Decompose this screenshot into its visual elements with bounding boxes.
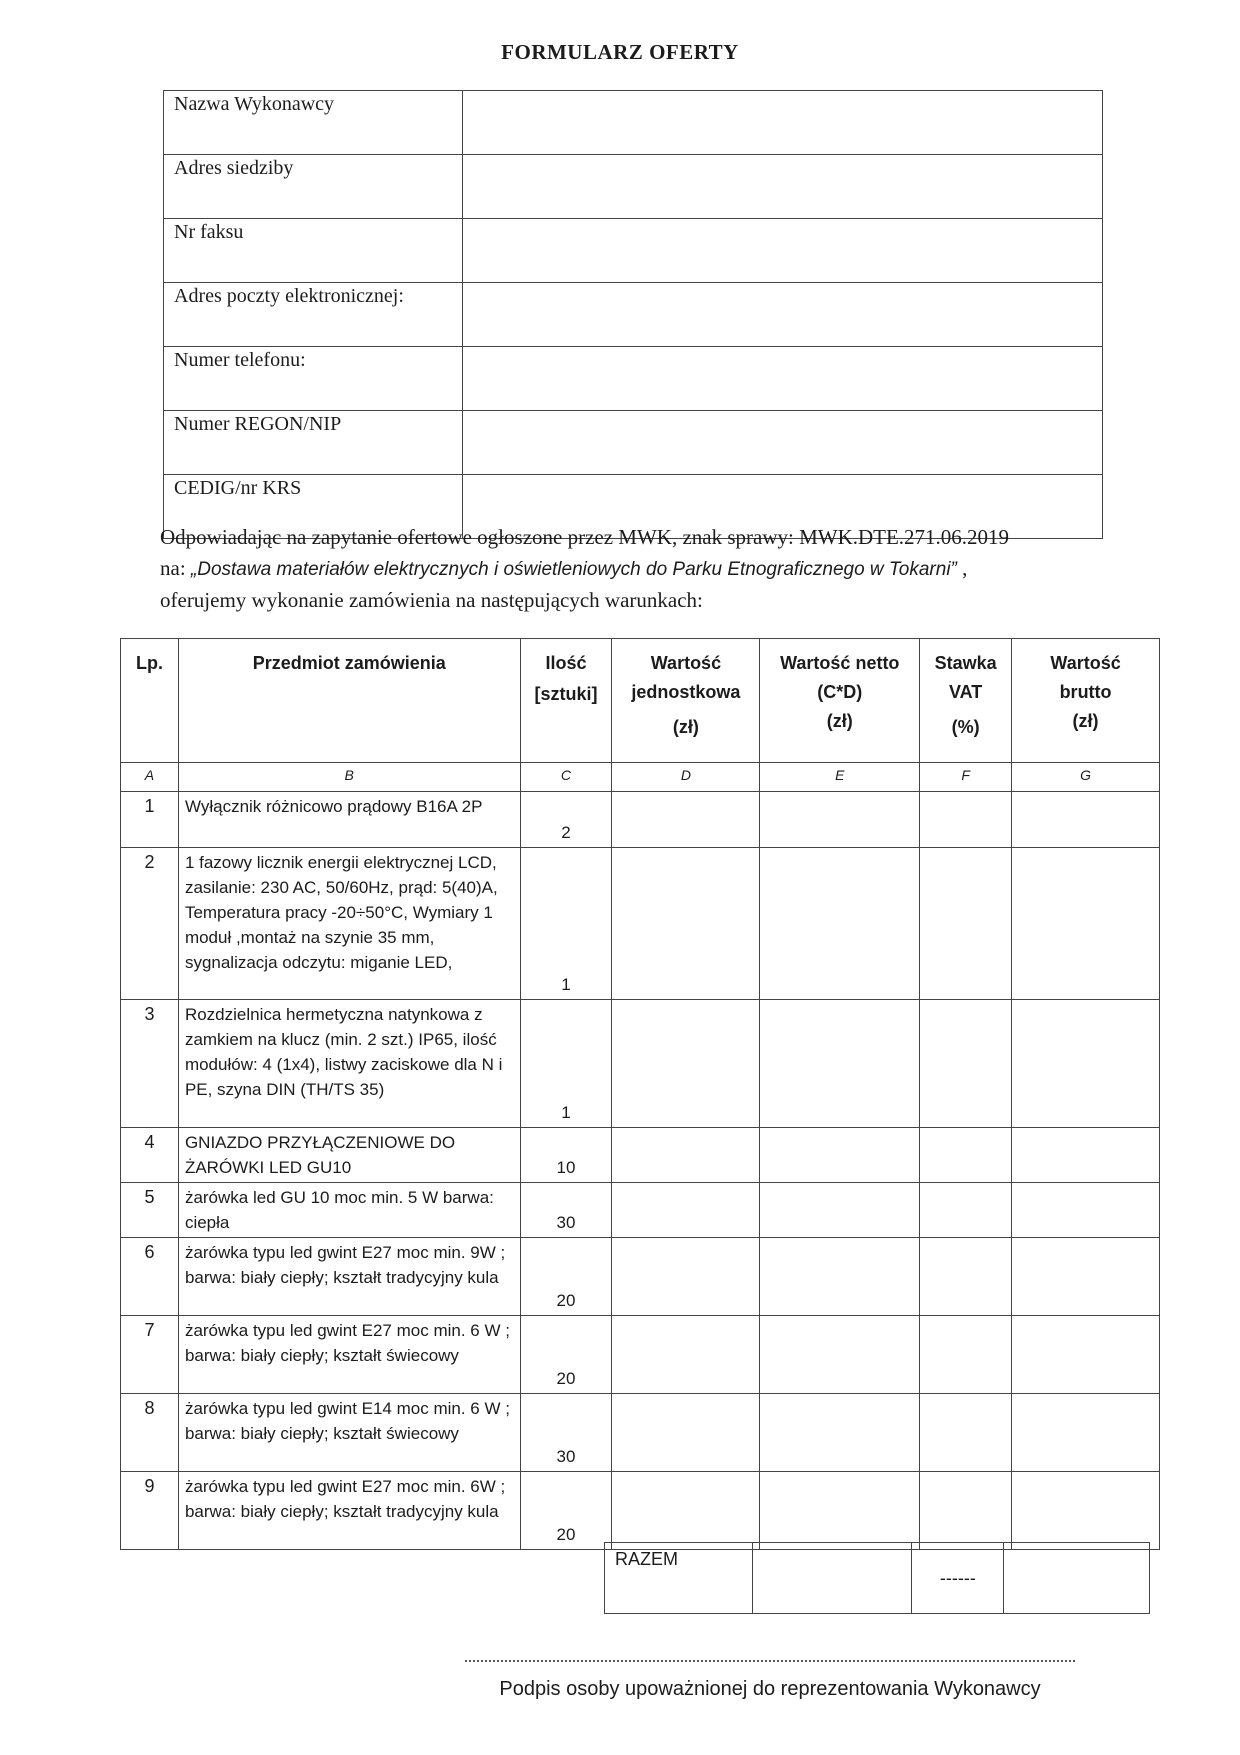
column-letter: A xyxy=(121,763,179,792)
contractor-field-label: Adres poczty elektronicznej: xyxy=(164,283,463,347)
contractor-row xyxy=(164,347,1103,411)
table-row xyxy=(121,792,1160,848)
header-net-value xyxy=(760,639,920,763)
vat-rate-cell[interactable] xyxy=(920,1183,1012,1238)
intro-prefix: na: xyxy=(160,556,191,580)
vat-rate-cell[interactable] xyxy=(920,1000,1012,1128)
header-gross-value xyxy=(1012,639,1160,763)
net-value-cell[interactable] xyxy=(760,848,920,1000)
gross-value-cell[interactable] xyxy=(1012,1316,1160,1394)
contractor-row xyxy=(164,219,1103,283)
row-quantity: 20 xyxy=(520,1472,612,1550)
net-value-cell[interactable] xyxy=(760,1472,920,1550)
header-net-value-formula: (C*D) xyxy=(817,682,863,702)
column-letter: B xyxy=(178,763,520,792)
table-row xyxy=(121,1238,1160,1316)
row-quantity: 1 xyxy=(520,1000,612,1128)
total-vat-placeholder: ------ xyxy=(912,1543,1004,1614)
total-label: RAZEM xyxy=(605,1543,753,1614)
table-row xyxy=(121,1472,1160,1550)
column-letter: C xyxy=(520,763,612,792)
vat-rate-cell[interactable] xyxy=(920,1316,1012,1394)
row-lp: 7 xyxy=(121,1316,179,1394)
contractor-row xyxy=(164,155,1103,219)
contractor-address-field[interactable] xyxy=(463,155,1103,219)
order-items-table xyxy=(120,638,1160,1550)
contractor-field-label: Adres siedziby xyxy=(164,155,463,219)
total-gross-cell[interactable] xyxy=(1004,1543,1150,1614)
column-letter: G xyxy=(1012,763,1160,792)
contractor-field-label: Numer telefonu: xyxy=(164,347,463,411)
contractor-regon-nip-field[interactable] xyxy=(463,411,1103,475)
header-net-value-text: Wartość netto xyxy=(780,653,900,673)
intro-line-2 xyxy=(160,553,1120,585)
contractor-email-field[interactable] xyxy=(463,283,1103,347)
header-gross-text: Wartość xyxy=(1050,653,1121,673)
header-item-text: Przedmiot zamówienia xyxy=(252,653,446,673)
row-quantity: 1 xyxy=(520,848,612,1000)
header-vat-unit: (%) xyxy=(951,717,980,737)
net-value-cell[interactable] xyxy=(760,1128,920,1183)
unit-value-cell[interactable] xyxy=(612,1238,760,1316)
intro-line-1: Odpowiadając na zapytanie ofertowe ogłoszone przez MWK, znak sprawy: MWK.DTE.271.06.2019 xyxy=(160,525,1010,549)
row-lp: 6 xyxy=(121,1238,179,1316)
row-item: Wyłącznik różnicowo prądowy B16A 2P xyxy=(178,792,520,848)
unit-value-cell[interactable] xyxy=(612,1472,760,1550)
header-gross-currency: (zł) xyxy=(1072,711,1099,731)
header-quantity-unit: [sztuki] xyxy=(534,684,598,704)
total-row xyxy=(605,1543,1150,1614)
row-item: żarówka led GU 10 moc min. 5 W barwa: ciepła xyxy=(178,1183,520,1238)
net-value-cell[interactable] xyxy=(760,1238,920,1316)
net-value-cell[interactable] xyxy=(760,1000,920,1128)
row-item: 1 fazowy licznik energii elektrycznej LCD, zasilanie: 230 AC, 50/60Hz, prąd: 5(40)A, Temperatura pracy -20÷50°C, Wymiary 1 moduł ,montaż na szynie 35 mm, sygnalizacja odczytu: miganie LED, xyxy=(178,848,520,1000)
header-unit-value-text: Wartość xyxy=(650,653,722,673)
row-item: żarówka typu led gwint E27 moc min. 6 W ; barwa: biały ciepły; kształt świecowy xyxy=(178,1316,520,1394)
intro-paragraph xyxy=(160,522,1120,616)
gross-value-cell[interactable] xyxy=(1012,792,1160,848)
header-unit-value-text-2: jednostkowa xyxy=(631,682,741,702)
column-letters-row xyxy=(121,763,1160,792)
contractor-field-label: CEDIG/nr KRS xyxy=(164,475,463,539)
unit-value-cell[interactable] xyxy=(612,1183,760,1238)
gross-value-cell[interactable] xyxy=(1012,1000,1160,1128)
vat-rate-cell[interactable] xyxy=(920,1128,1012,1183)
net-value-cell[interactable] xyxy=(760,1394,920,1472)
column-letter: E xyxy=(760,763,920,792)
unit-value-cell[interactable] xyxy=(612,1394,760,1472)
row-item: żarówka typu led gwint E14 moc min. 6 W ; barwa: biały ciepły; kształt świecowy xyxy=(178,1394,520,1472)
header-net-value-currency: (zł) xyxy=(826,711,853,731)
unit-value-cell[interactable] xyxy=(612,848,760,1000)
table-header-row xyxy=(121,639,1160,763)
row-lp: 8 xyxy=(121,1394,179,1472)
row-item: żarówka typu led gwint E27 moc min. 9W ; barwa: biały ciepły; kształt tradycyjny kula xyxy=(178,1238,520,1316)
header-quantity-text: Ilość xyxy=(545,653,587,673)
table-row xyxy=(121,848,1160,1000)
header-gross-text-2: brutto xyxy=(1059,682,1112,702)
gross-value-cell[interactable] xyxy=(1012,1238,1160,1316)
intro-line-3: oferujemy wykonanie zamówienia na następujących warunkach: xyxy=(160,588,703,612)
contractor-row xyxy=(164,91,1103,155)
header-item xyxy=(178,639,520,763)
row-quantity: 30 xyxy=(520,1183,612,1238)
contractor-phone-field[interactable] xyxy=(463,347,1103,411)
row-item: żarówka typu led gwint E27 moc min. 6W ; barwa: biały ciepły; kształt tradycyjny kula xyxy=(178,1472,520,1550)
row-lp: 2 xyxy=(121,848,179,1000)
table-row xyxy=(121,1000,1160,1128)
unit-value-cell[interactable] xyxy=(612,1316,760,1394)
contractor-info-table xyxy=(163,90,1103,539)
intro-suffix: , xyxy=(956,556,968,580)
vat-rate-cell[interactable] xyxy=(920,1394,1012,1472)
row-quantity: 10 xyxy=(520,1128,612,1183)
contract-subject: „Dostawa materiałów elektrycznych i oświetleniowych do Parku Etnograficznego w Tokarni” xyxy=(190,559,957,580)
signature-label: Podpis osoby upoważnionej do reprezentowania Wykonawcy xyxy=(499,1678,1041,1700)
contractor-row xyxy=(164,411,1103,475)
unit-value-cell[interactable] xyxy=(612,792,760,848)
contractor-field-label: Numer REGON/NIP xyxy=(164,411,463,475)
header-unit-value-currency: (zł) xyxy=(672,717,699,737)
signature-line[interactable] xyxy=(465,1660,1075,1662)
header-quantity xyxy=(520,639,612,763)
net-value-cell[interactable] xyxy=(760,1316,920,1394)
gross-value-cell[interactable] xyxy=(1012,1472,1160,1550)
contractor-name-field[interactable] xyxy=(463,91,1103,155)
row-lp: 5 xyxy=(121,1183,179,1238)
document-title: FORMULARZ OFERTY xyxy=(501,40,739,64)
row-quantity: 30 xyxy=(520,1394,612,1472)
total-table xyxy=(604,1542,1150,1614)
unit-value-cell[interactable] xyxy=(612,1000,760,1128)
table-row xyxy=(121,1128,1160,1183)
contractor-field-label: Nr faksu xyxy=(164,219,463,283)
net-value-cell[interactable] xyxy=(760,1183,920,1238)
header-unit-value xyxy=(612,639,760,763)
row-lp: 1 xyxy=(121,792,179,848)
header-lp-text: Lp. xyxy=(135,653,163,673)
header-vat-text-2: VAT xyxy=(948,682,983,702)
row-lp: 4 xyxy=(121,1128,179,1183)
row-quantity: 20 xyxy=(520,1316,612,1394)
table-row xyxy=(121,1316,1160,1394)
gross-value-cell[interactable] xyxy=(1012,1128,1160,1183)
net-value-cell[interactable] xyxy=(760,792,920,848)
table-row xyxy=(121,1394,1160,1472)
vat-rate-cell[interactable] xyxy=(920,792,1012,848)
row-lp: 3 xyxy=(121,1000,179,1128)
row-item: Rozdzielnica hermetyczna natynkowa z zamkiem na klucz (min. 2 szt.) IP65, ilość modułów: 4 (1x4), listwy zaciskowe dla N i PE, szyna DIN (TH/TS 35) xyxy=(178,1000,520,1128)
gross-value-cell[interactable] xyxy=(1012,1183,1160,1238)
vat-rate-cell[interactable] xyxy=(920,848,1012,1000)
total-net-cell[interactable] xyxy=(752,1543,912,1614)
row-quantity: 20 xyxy=(520,1238,612,1316)
vat-rate-cell[interactable] xyxy=(920,1472,1012,1550)
contractor-fax-field[interactable] xyxy=(463,219,1103,283)
column-letter: F xyxy=(920,763,1012,792)
row-quantity: 2 xyxy=(520,792,612,848)
row-lp: 9 xyxy=(121,1472,179,1550)
vat-rate-cell[interactable] xyxy=(920,1238,1012,1316)
contractor-field-label: Nazwa Wykonawcy xyxy=(164,91,463,155)
gross-value-cell[interactable] xyxy=(1012,848,1160,1000)
gross-value-cell[interactable] xyxy=(1012,1394,1160,1472)
table-row xyxy=(121,1183,1160,1238)
contractor-row xyxy=(164,283,1103,347)
column-letter: D xyxy=(612,763,760,792)
header-vat-rate xyxy=(920,639,1012,763)
header-lp xyxy=(121,639,179,763)
unit-value-cell[interactable] xyxy=(612,1128,760,1183)
row-item: GNIAZDO PRZYŁĄCZENIOWE DO ŻARÓWKI LED GU10 xyxy=(178,1128,520,1183)
header-vat-text: Stawka xyxy=(934,653,997,673)
